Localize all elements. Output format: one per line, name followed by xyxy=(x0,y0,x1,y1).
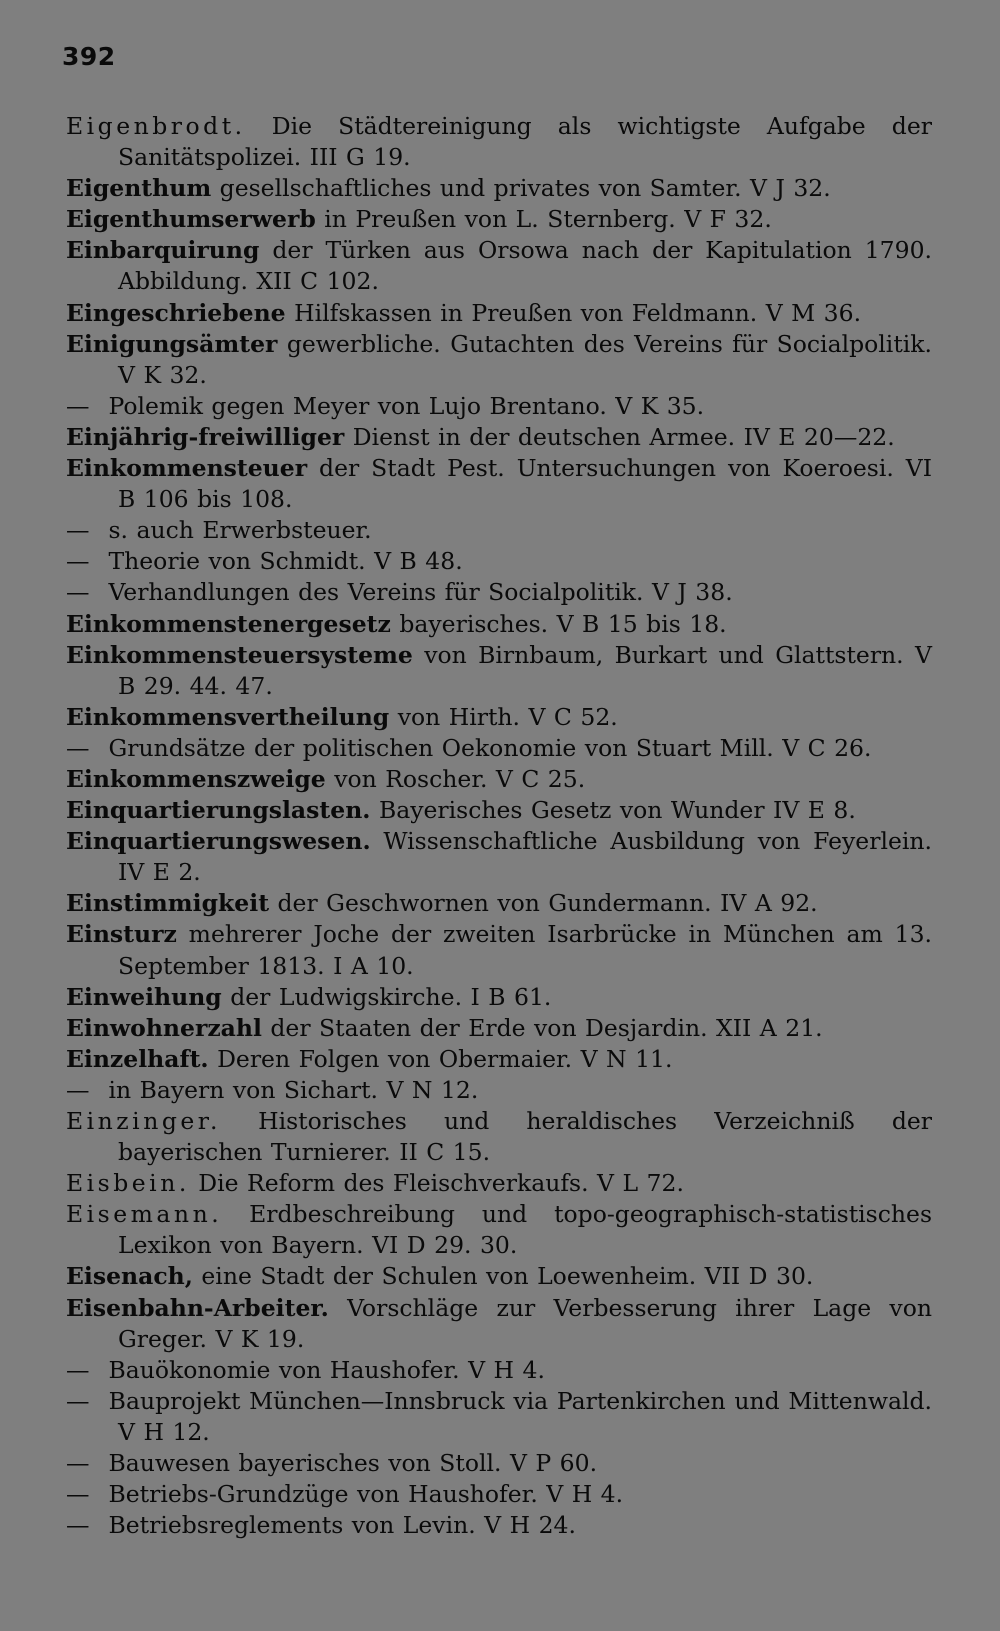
continuation-dash: — xyxy=(66,578,90,607)
entry-text: Betriebsreglements von Levin. V H 24. xyxy=(100,1511,576,1540)
index-entry xyxy=(66,1293,932,1355)
entry-text: Vorschläge zur Verbesserung ihrer Lage von Greger. V K 19. xyxy=(118,1293,932,1353)
entry-text: Hilfskassen in Preußen von Feldmann. V M 36. xyxy=(285,298,862,327)
index-entry xyxy=(66,764,932,795)
index-entry xyxy=(66,391,932,422)
entry-headword: Eingeschriebene xyxy=(66,298,286,327)
entry-text: Bauprojekt München—Innsbruck via Partenkirchen und Mittenwald. V H 12. xyxy=(100,1386,932,1446)
index-entry xyxy=(66,640,932,702)
continuation-dash: — xyxy=(66,1449,90,1478)
entry-text: Bauwesen bayerisches von Stoll. V P 60. xyxy=(100,1449,598,1478)
entry-headword: Einkommensteuer xyxy=(66,454,308,483)
index-entry xyxy=(66,1044,932,1075)
entry-text: Grundsätze der politischen Oekonomie von Stuart Mill. V C 26. xyxy=(100,733,872,762)
continuation-dash: — xyxy=(66,1480,90,1509)
index-entry xyxy=(66,1479,932,1510)
entry-text: gesellschaftliches und privates von Samter. V J 32. xyxy=(211,174,831,203)
index-entry xyxy=(66,609,932,640)
entry-headword: Einbarquirung xyxy=(66,236,260,265)
entry-headword: Einquartierungslasten. xyxy=(66,796,371,825)
index-entry xyxy=(66,422,932,453)
index-entry xyxy=(66,111,932,173)
entry-text: der Türken aus Orsowa nach der Kapitulation 1790. Abbildung. XII C 102. xyxy=(118,236,932,296)
entry-headword: Eisenbahn-Arbeiter. xyxy=(66,1293,329,1322)
index-entry xyxy=(66,515,932,546)
entry-text: mehrerer Joche der zweiten Isarbrücke in München am 13. September 1813. I A 10. xyxy=(118,920,932,980)
entry-text: bayerisches. V B 15 bis 18. xyxy=(390,609,727,638)
entry-text: Historisches und heraldisches Verzeichniß der bayerischen Turnierer. II C 15. xyxy=(118,1107,932,1167)
continuation-dash: — xyxy=(66,1075,90,1104)
index-entry-list xyxy=(66,111,932,1541)
entry-text: gewerbliche. Gutachten des Vereins für Socialpolitik. V K 32. xyxy=(118,329,932,389)
index-entry xyxy=(66,298,932,329)
entry-text: s. auch Erwerbsteuer. xyxy=(100,516,372,545)
entry-text: Theorie von Schmidt. V B 48. xyxy=(100,547,463,576)
index-entry xyxy=(66,1510,932,1541)
index-entry xyxy=(66,982,932,1013)
index-entry xyxy=(66,1261,932,1292)
entry-text: Die Reform des Fleischverkaufs. V L 72. xyxy=(189,1169,684,1198)
entry-headword: Einstimmigkeit xyxy=(66,889,270,918)
entry-text: der Ludwigskirche. I B 61. xyxy=(221,982,552,1011)
entry-headword: Einquartierungswesen. xyxy=(66,827,371,856)
index-entry xyxy=(66,888,932,919)
entry-headword: Einsturz xyxy=(66,920,177,949)
index-entry xyxy=(66,1168,932,1199)
entry-headword: Eisbein. xyxy=(66,1169,190,1198)
entry-text: eine Stadt der Schulen von Loewenheim. VII D 30. xyxy=(192,1262,814,1291)
index-entry xyxy=(66,919,932,981)
index-entry xyxy=(66,1013,932,1044)
entry-text: Dienst in der deutschen Armee. IV E 20—22. xyxy=(344,422,895,451)
entry-headword: Einigungsämter xyxy=(66,329,278,358)
entry-text: Polemik gegen Meyer von Lujo Brentano. V K 35. xyxy=(100,391,705,420)
index-entry xyxy=(66,1355,932,1386)
entry-headword: Einjährig-freiwilliger xyxy=(66,422,345,451)
entry-headword: Einzelhaft. xyxy=(66,1044,209,1073)
index-entry xyxy=(66,1199,932,1261)
entry-text: Wissenschaftliche Ausbildung von Feyerlein. IV E 2. xyxy=(118,827,932,887)
entry-text: Betriebs-Grundzüge von Haushofer. V H 4. xyxy=(100,1480,624,1509)
entry-text: Verhandlungen des Vereins für Socialpolitik. V J 38. xyxy=(100,578,733,607)
entry-headword: Einzinger. xyxy=(66,1107,221,1135)
entry-text: Die Städtereinigung als wichtigste Aufgabe der Sanitätspolizei. III G 19. xyxy=(118,112,932,172)
index-entry xyxy=(66,173,932,204)
entry-text: Erdbeschreibung und topo-geographisch-statistisches Lexikon von Bayern. VI D 29. 30. xyxy=(118,1200,932,1260)
entry-text: in Preußen von L. Sternberg. V F 32. xyxy=(315,205,772,234)
index-entry xyxy=(66,1448,932,1479)
entry-headword: Einwohnerzahl xyxy=(66,1013,262,1042)
index-entry xyxy=(66,453,932,515)
index-entry xyxy=(66,826,932,888)
continuation-dash: — xyxy=(66,516,90,545)
continuation-dash: — xyxy=(66,1355,90,1384)
continuation-dash: — xyxy=(66,733,90,762)
continuation-dash: — xyxy=(66,1386,90,1415)
entry-headword: Eigenbrodt. xyxy=(66,112,246,140)
entry-headword: Eigenthum xyxy=(66,174,212,203)
entry-text: von Hirth. V C 52. xyxy=(389,702,618,731)
continuation-dash: — xyxy=(66,391,90,420)
entry-headword: Einweihung xyxy=(66,982,222,1011)
entry-text: in Bayern von Sichart. V N 12. xyxy=(100,1075,479,1104)
index-entry xyxy=(66,795,932,826)
entry-headword: Eigenthumserwerb xyxy=(66,205,316,234)
entry-text: Bayerisches Gesetz von Wunder IV E 8. xyxy=(370,796,856,825)
index-entry xyxy=(66,235,932,297)
index-entry xyxy=(66,204,932,235)
entry-text: von Roscher. V C 25. xyxy=(325,764,586,793)
continuation-dash: — xyxy=(66,547,90,576)
entry-headword: Eisemann. xyxy=(66,1200,223,1229)
entry-text: der Staaten der Erde von Desjardin. XII A 21. xyxy=(261,1013,823,1042)
index-entry xyxy=(66,546,932,577)
entry-text: Deren Folgen von Obermaier. V N 11. xyxy=(208,1044,673,1073)
entry-headword: Einkommensvertheilung xyxy=(66,702,390,731)
index-entry xyxy=(66,733,932,764)
continuation-dash: — xyxy=(66,1511,90,1540)
index-entry xyxy=(66,702,932,733)
index-entry xyxy=(66,1106,932,1168)
index-entry xyxy=(66,329,932,391)
entry-headword: Einkommenstenergesetz xyxy=(66,609,391,638)
index-entry xyxy=(66,577,932,608)
index-entry xyxy=(66,1386,932,1448)
entry-text: Bauökonomie von Haushofer. V H 4. xyxy=(100,1355,545,1384)
entry-headword: Einkommenszweige xyxy=(66,764,326,793)
entry-text: von Birnbaum, Burkart und Glattstern. V B 29. 44. 47. xyxy=(118,640,932,700)
index-entry xyxy=(66,1075,932,1106)
page-number: 392 xyxy=(62,42,116,71)
entry-headword: Einkommensteuersysteme xyxy=(66,640,413,669)
entry-text: der Stadt Pest. Untersuchungen von Koeroesi. VI B 106 bis 108. xyxy=(118,454,932,514)
entry-headword: Eisenach, xyxy=(66,1262,193,1291)
entry-text: der Geschwornen von Gundermann. IV A 92. xyxy=(269,889,818,918)
